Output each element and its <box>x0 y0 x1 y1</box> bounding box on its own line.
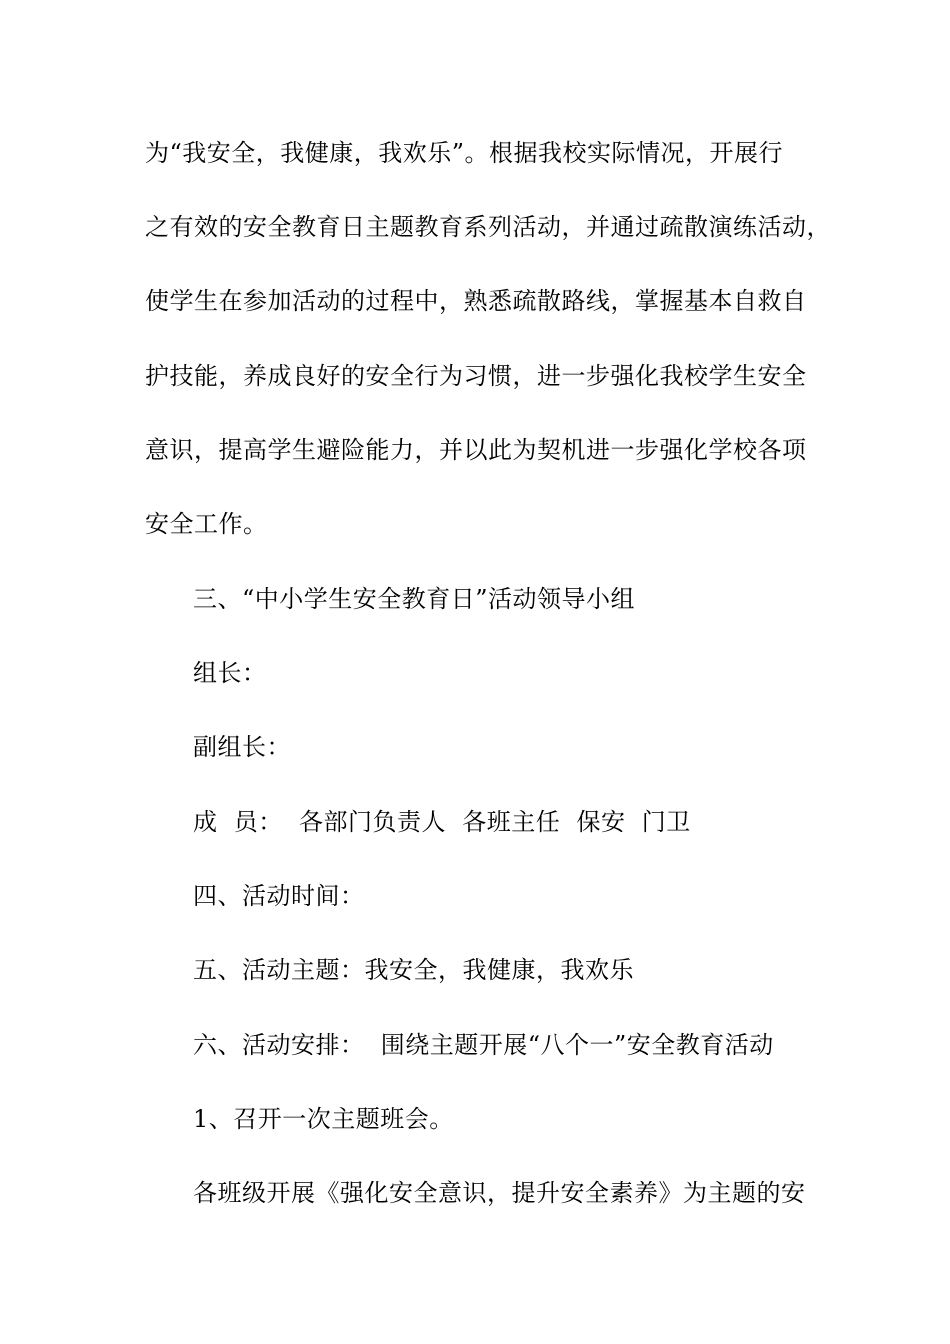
leader-line: 组长： <box>193 659 267 687</box>
members-line: 成 员： 各部门负责人 各班主任 保安 门卫 <box>193 808 691 836</box>
paragraph-line-3: 使学生在参加活动的过程中，熟悉疏散路线，掌握基本自救自 <box>145 287 807 315</box>
section-4-title: 四、活动时间： <box>193 882 365 910</box>
paragraph-line-5: 意识，提高学生避险能力，并以此为契机进一步强化学校各项 <box>145 436 807 464</box>
section-3-title: 三、“中小学生安全教育日”活动领导小组 <box>193 585 636 613</box>
section-5-title: 五、活动主题：我安全，我健康，我欢乐 <box>193 956 634 984</box>
paragraph-line-2: 之有效的安全教育日主题教育系列活动，并通过疏散演练活动， <box>145 213 831 241</box>
item-1-text: 各班级开展《强化安全意识，提升安全素养》为主题的安 <box>193 1179 806 1207</box>
item-1-title: 1、召开一次主题班会。 <box>193 1105 454 1133</box>
paragraph-line-6: 安全工作。 <box>145 510 268 538</box>
paragraph-line-4: 护技能，养成良好的安全行为习惯，进一步强化我校学生安全 <box>145 362 807 390</box>
section-6-title: 六、活动安排： 围绕主题开展“八个一”安全教育活动 <box>193 1031 774 1059</box>
deputy-leader-line: 副组长： <box>193 733 291 761</box>
paragraph-line-1: 为“我安全，我健康，我欢乐”。根据我校实际情况，开展行 <box>145 139 784 167</box>
